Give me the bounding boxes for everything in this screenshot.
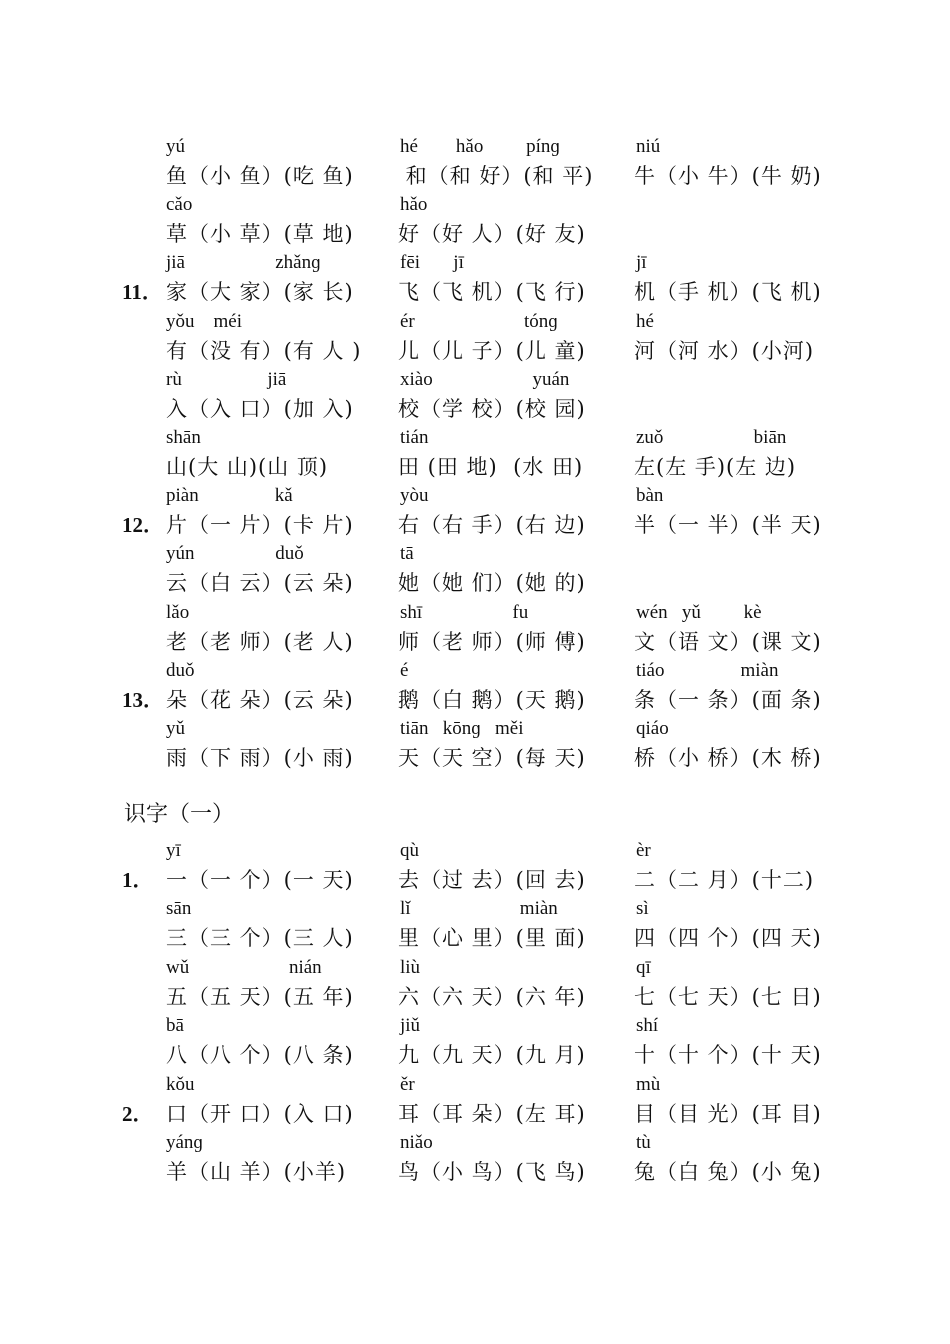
character-entry: 九（九 天）(九 月) bbox=[398, 1043, 586, 1068]
character-entry: 条（一 条）(面 条) bbox=[634, 687, 822, 712]
character-entry: 十（十 个）(十 天) bbox=[634, 1043, 822, 1068]
pinyin-row bbox=[0, 836, 950, 866]
pinyin-text: hé bbox=[636, 310, 654, 332]
character-entry: 六（六 天）(六 年) bbox=[398, 984, 586, 1009]
character-entry: 一（一 个）(一 天) bbox=[166, 868, 354, 892]
character-row bbox=[0, 865, 950, 895]
pinyin-row bbox=[0, 598, 950, 628]
pinyin-text: jī bbox=[636, 252, 647, 274]
pinyin-text: yǔ bbox=[166, 718, 185, 739]
character-entry: 和（和 好）(和 平) bbox=[398, 164, 594, 188]
pinyin-row bbox=[0, 656, 950, 686]
pinyin-text: lǐ miàn bbox=[400, 898, 558, 920]
pinyin-text: cǎo bbox=[166, 194, 193, 216]
character-entry: 好（好 人）(好 友) bbox=[398, 222, 586, 247]
pinyin-text: mù bbox=[636, 1073, 661, 1095]
character-entry: 桥（小 桥）(木 桥) bbox=[634, 746, 822, 770]
pinyin-row bbox=[0, 248, 950, 278]
pinyin-row bbox=[0, 132, 950, 162]
pinyin-text: bā bbox=[166, 1015, 184, 1037]
pinyin-text: shī fu bbox=[400, 601, 529, 623]
character-entry: 目（目 光）(耳 目) bbox=[634, 1101, 822, 1126]
pinyin-text: niǎo bbox=[400, 1132, 433, 1153]
pinyin-text: yòu bbox=[400, 485, 429, 507]
character-entry: 二（二 月）(十二) bbox=[634, 868, 815, 892]
section-title: 识字（一） bbox=[124, 802, 235, 827]
character-entry: 机（手 机）(飞 机) bbox=[634, 280, 822, 305]
lesson-number: 2． bbox=[122, 1101, 154, 1126]
character-row bbox=[0, 394, 950, 424]
pinyin-text: tù bbox=[636, 1132, 651, 1153]
character-entry: 牛（小 牛）(牛 奶) bbox=[634, 164, 822, 188]
character-entry: 河（河 水）(小河) bbox=[634, 338, 815, 363]
pinyin-row bbox=[0, 714, 950, 744]
pinyin-text: jiā zhǎnɡ bbox=[166, 252, 321, 274]
character-entry: 飞（飞 机）(飞 行) bbox=[398, 280, 586, 305]
pinyin-text: jiǔ bbox=[400, 1015, 421, 1037]
character-row bbox=[0, 161, 950, 191]
pinyin-text: xiào yuán bbox=[400, 368, 570, 390]
pinyin-text: wén yǔ kè bbox=[636, 601, 762, 623]
character-entry: 鱼（小 鱼）(吃 鱼) bbox=[166, 164, 354, 188]
pinyin-text: duǒ bbox=[166, 659, 195, 681]
pinyin-text: yǒu méi bbox=[166, 310, 242, 332]
pinyin-text: ěr bbox=[400, 1073, 415, 1095]
character-entry: 鸟（小 鸟）(飞 鸟) bbox=[398, 1160, 586, 1184]
pinyin-text: hé hǎo pínɡ bbox=[400, 136, 560, 157]
pinyin-text: èr bbox=[636, 840, 651, 861]
character-entry: 师（老 师）(师 傅) bbox=[398, 629, 586, 654]
pinyin-text: yún duǒ bbox=[166, 543, 304, 565]
pinyin-text: zuǒ biān bbox=[636, 427, 787, 448]
pinyin-text: fēi jī bbox=[400, 252, 464, 274]
character-entry: 八（八 个）(八 条) bbox=[166, 1043, 354, 1068]
character-entry: 三（三 个）(三 人) bbox=[166, 926, 354, 951]
pinyin-text: kǒu bbox=[166, 1073, 195, 1095]
character-entry: 草（小 草）(草 地) bbox=[166, 222, 354, 247]
pinyin-text: qiáo bbox=[636, 718, 669, 739]
pinyin-text: qī bbox=[636, 956, 651, 978]
pinyin-row bbox=[0, 481, 950, 511]
character-entry: 里（心 里）(里 面) bbox=[398, 926, 586, 951]
section-heading-row bbox=[0, 800, 950, 830]
character-entry: 她（她 们）(她 的) bbox=[398, 571, 586, 596]
character-entry: 左(左 手)(左 边) bbox=[634, 455, 797, 479]
pinyin-text: yú bbox=[166, 136, 185, 157]
character-entry: 四（四 个）(四 天) bbox=[634, 926, 822, 951]
character-row bbox=[0, 219, 950, 249]
character-entry: 兔（白 兔）(小 兔) bbox=[634, 1160, 822, 1184]
pinyin-text: rù jiā bbox=[166, 368, 287, 390]
pinyin-text: ér tónɡ bbox=[400, 310, 558, 332]
character-row bbox=[0, 1040, 950, 1070]
pinyin-row bbox=[0, 1070, 950, 1100]
character-entry: 鹅（白 鹅）(天 鹅) bbox=[398, 687, 586, 712]
pinyin-text: tián bbox=[400, 427, 429, 448]
character-entry: 七（七 天）(七 日) bbox=[634, 984, 822, 1009]
pinyin-row bbox=[0, 423, 950, 453]
pinyin-text: lǎo bbox=[166, 601, 190, 623]
pinyin-text: sì bbox=[636, 898, 649, 920]
pinyin-row bbox=[0, 1011, 950, 1041]
lesson-number: 12． bbox=[122, 513, 164, 538]
lesson-number: 11． bbox=[122, 280, 163, 305]
character-entry: 校（学 校）(校 园) bbox=[398, 396, 586, 421]
character-entry: 半（一 半）(半 天) bbox=[634, 513, 822, 538]
pinyin-text: hǎo bbox=[400, 194, 428, 216]
lesson-number: 1． bbox=[122, 868, 154, 892]
pinyin-row bbox=[0, 894, 950, 924]
pinyin-text: liù bbox=[400, 956, 421, 978]
character-entry: 耳（耳 朵）(左 耳) bbox=[398, 1101, 586, 1126]
character-entry: 雨（下 雨）(小 雨) bbox=[166, 746, 354, 770]
character-row bbox=[0, 277, 950, 307]
character-entry: 羊（山 羊）(小羊) bbox=[166, 1160, 347, 1184]
character-entry: 入（入 口）(加 入) bbox=[166, 396, 354, 421]
pinyin-text: piàn kǎ bbox=[166, 485, 293, 507]
pinyin-text: shí bbox=[636, 1015, 659, 1037]
character-entry: 家（大 家）(家 长) bbox=[166, 280, 354, 305]
pinyin-text: wǔ nián bbox=[166, 956, 322, 978]
pinyin-text: bàn bbox=[636, 485, 664, 507]
character-entry: 老（老 师）(老 人) bbox=[166, 629, 354, 654]
character-entry: 山(大 山)(山 顶) bbox=[166, 455, 329, 479]
pinyin-row bbox=[0, 539, 950, 569]
character-entry: 口（开 口）(入 口) bbox=[166, 1101, 354, 1126]
character-entry: 右（右 手）(右 边) bbox=[398, 513, 586, 538]
character-entry: 片（一 片）(卡 片) bbox=[166, 513, 354, 538]
pinyin-text: é bbox=[400, 659, 409, 681]
pinyin-text: niú bbox=[636, 136, 661, 157]
character-row bbox=[0, 685, 950, 715]
character-row bbox=[0, 923, 950, 953]
character-entry: 有（没 有）(有 人 ) bbox=[166, 338, 362, 363]
character-row bbox=[0, 510, 950, 540]
pinyin-text: yánɡ bbox=[166, 1132, 203, 1153]
pinyin-text: tiáo miàn bbox=[636, 659, 779, 681]
character-row bbox=[0, 568, 950, 598]
pinyin-text: shān bbox=[166, 427, 201, 448]
pinyin-row bbox=[0, 953, 950, 983]
character-entry: 文（语 文）(课 文) bbox=[634, 629, 822, 654]
lesson-number: 13． bbox=[122, 687, 164, 712]
pinyin-row bbox=[0, 1128, 950, 1158]
character-entry: 五（五 天）(五 年) bbox=[166, 984, 354, 1009]
pinyin-row bbox=[0, 365, 950, 395]
pinyin-text: sān bbox=[166, 898, 192, 920]
pinyin-text: yī bbox=[166, 840, 181, 861]
character-entry: 儿（儿 子）(儿 童) bbox=[398, 338, 586, 363]
character-row bbox=[0, 452, 950, 482]
character-row bbox=[0, 1099, 950, 1129]
character-row bbox=[0, 336, 950, 366]
pinyin-text: tiān kōnɡ měi bbox=[400, 718, 524, 739]
character-entry: 天（天 空）(每 天) bbox=[398, 746, 586, 770]
character-row bbox=[0, 743, 950, 773]
character-entry: 去（过 去）(回 去) bbox=[398, 868, 586, 892]
character-entry: 云（白 云）(云 朵) bbox=[166, 571, 354, 596]
character-row bbox=[0, 1157, 950, 1187]
pinyin-row bbox=[0, 190, 950, 220]
character-row bbox=[0, 627, 950, 657]
character-entry: 田 (田 地) (水 田) bbox=[398, 455, 584, 479]
character-row bbox=[0, 982, 950, 1012]
pinyin-text: tā bbox=[400, 543, 414, 565]
character-entry: 朵（花 朵）(云 朵) bbox=[166, 687, 354, 712]
pinyin-row bbox=[0, 307, 950, 337]
pinyin-text: qù bbox=[400, 840, 419, 861]
